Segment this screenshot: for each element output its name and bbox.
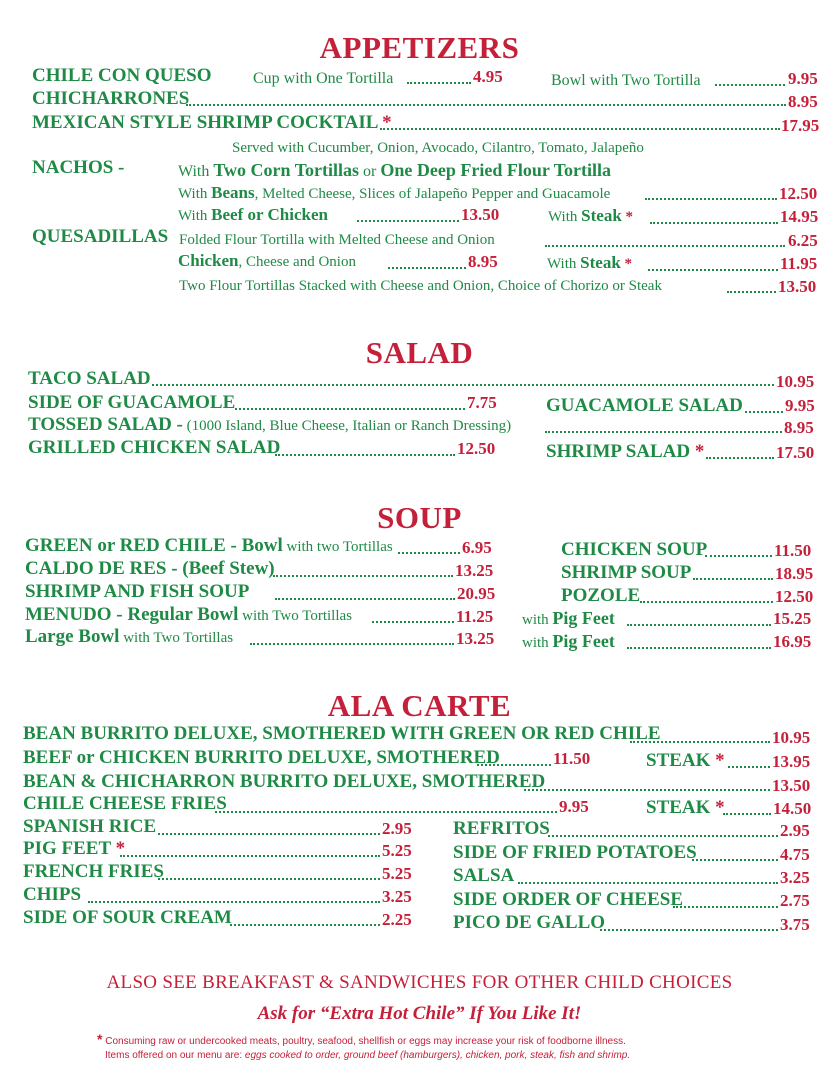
dot-leader xyxy=(407,82,471,84)
dot-leader xyxy=(215,811,557,813)
side-guacamole-name: SIDE OF GUACAMOLE xyxy=(28,392,236,413)
nachos-steak: With Steak * xyxy=(548,206,634,225)
dot-leader xyxy=(706,457,774,459)
grilled-chicken-salad-price: 12.50 xyxy=(457,439,496,458)
list-item-price: 2.75 xyxy=(780,891,810,910)
appetizers-heading: APPETIZERS xyxy=(319,30,520,65)
shrimp-soup-price: 18.95 xyxy=(775,564,814,583)
menudo-name: MENUDO - Regular Bowl with Two Tortillas xyxy=(25,604,352,625)
dot-leader xyxy=(186,104,786,106)
list-item: REFRITOS xyxy=(453,818,550,839)
tossed-salad-price: 8.95 xyxy=(784,418,814,437)
nachos-line3: With Beef or Chicken xyxy=(178,205,328,224)
dot-leader xyxy=(545,431,782,433)
dot-leader xyxy=(727,291,776,293)
dot-leader xyxy=(693,578,773,580)
chile-cheese-fries-price: 9.95 xyxy=(559,797,589,816)
chile-con-queso-name: CHILE CON QUESO xyxy=(32,65,212,86)
food-warning-line1: * Consuming raw or undercooked meats, poultry, seafood, shellfish or eggs may increase your risk of foodborne illness. xyxy=(97,1031,626,1047)
menudo-price: 11.25 xyxy=(456,607,494,626)
dot-leader xyxy=(235,408,465,410)
bean-burrito-price: 10.95 xyxy=(772,728,811,747)
dot-leader xyxy=(705,555,772,557)
soup-heading: SOUP xyxy=(377,500,462,535)
pig-feet-2-price: 16.95 xyxy=(773,632,812,651)
green-red-chile-name: GREEN or RED CHILE - Bowl with two Tortillas xyxy=(25,535,393,556)
chile-cheese-fries-steak: STEAK * xyxy=(646,797,725,818)
chicharrones-price: 8.95 xyxy=(788,92,818,111)
nachos-line2: With Beans, Melted Cheese, Slices of Jalapeño Pepper and Guacamole xyxy=(178,183,611,202)
taco-salad-name: TACO SALAD xyxy=(28,368,151,389)
quesadillas-line1: Folded Flour Tortilla with Melted Cheese and Onion xyxy=(179,232,495,248)
caldo-de-res-name: CALDO DE RES - (Beef Stew) xyxy=(25,558,275,579)
quesadillas-line3-price: 13.50 xyxy=(778,277,817,296)
list-item-price: 5.25 xyxy=(382,841,412,860)
beef-burrito-steak: STEAK * xyxy=(646,750,725,771)
quesadillas-line2: Chicken, Cheese and Onion xyxy=(178,251,356,270)
also-see-note: ALSO SEE BREAKFAST & SANDWICHES FOR OTHER CHILD CHOICES xyxy=(106,972,733,993)
shrimp-cocktail-price: 17.95 xyxy=(781,116,820,135)
dot-leader xyxy=(158,833,380,835)
list-item: SIDE OF SOUR CREAM xyxy=(23,907,232,928)
dot-leader xyxy=(372,621,454,623)
caldo-de-res-price: 13.25 xyxy=(455,561,494,580)
beef-burrito-steak-price: 13.95 xyxy=(772,752,811,771)
grilled-chicken-salad-name: GRILLED CHICKEN SALAD xyxy=(28,437,281,458)
list-item: SIDE OF FRIED POTATOES xyxy=(453,842,697,863)
dot-leader xyxy=(152,384,774,386)
nachos-line2-price: 12.50 xyxy=(779,184,818,203)
taco-salad-price: 10.95 xyxy=(776,372,815,391)
chile-con-queso-cup-price: 4.95 xyxy=(473,67,503,86)
list-item: PICO DE GALLO xyxy=(453,912,606,933)
dot-leader xyxy=(88,901,380,903)
list-item-price: 3.25 xyxy=(780,868,810,887)
shrimp-cocktail-served: Served with Cucumber, Onion, Avocado, Cilantro, Tomato, Jalapeño xyxy=(232,140,644,156)
nachos-steak-price: 14.95 xyxy=(780,207,819,226)
nachos-line1: With Two Corn Tortillas or One Deep Fried Flour Tortilla xyxy=(178,160,612,180)
dot-leader xyxy=(230,924,380,926)
dot-leader xyxy=(627,624,771,626)
tossed-salad-name: TOSSED SALAD - (1000 Island, Blue Cheese, Italian or Ranch Dressing) xyxy=(28,414,512,435)
list-item-price: 3.25 xyxy=(382,887,412,906)
quesadillas-line1-price: 6.25 xyxy=(788,231,818,250)
beef-burrito-price: 11.50 xyxy=(553,749,591,768)
star-marker: * xyxy=(97,1031,103,1047)
list-item: PIG FEET * xyxy=(23,838,126,859)
star-marker: * xyxy=(382,112,392,133)
dot-leader xyxy=(715,84,785,86)
dot-leader xyxy=(745,411,783,413)
quesadillas-line2-price: 8.95 xyxy=(468,252,498,271)
guacamole-salad-price: 9.95 xyxy=(785,396,815,415)
list-item: FRENCH FRIES xyxy=(23,861,164,882)
dot-leader xyxy=(250,643,454,645)
list-item-price: 2.95 xyxy=(382,819,412,838)
green-red-chile-price: 6.95 xyxy=(462,538,492,557)
large-bowl-price: 13.25 xyxy=(456,629,495,648)
large-bowl-name: Large Bowl with Two Tortillas xyxy=(25,626,234,647)
dot-leader xyxy=(518,882,778,884)
dot-leader xyxy=(692,859,778,861)
shrimp-fish-soup-price: 20.95 xyxy=(457,584,496,603)
list-item-price: 2.95 xyxy=(780,821,810,840)
pig-feet-1: with Pig Feet xyxy=(522,608,615,628)
dot-leader xyxy=(640,601,773,603)
chicharron-burrito-name: BEAN & CHICHARRON BURRITO DELUXE, SMOTHERED xyxy=(23,771,546,792)
pig-feet-1-price: 15.25 xyxy=(773,609,812,628)
bean-burrito-name: BEAN BURRITO DELUXE, SMOTHERED WITH GREEN OR RED CHILE xyxy=(23,723,661,744)
chicharron-burrito-price: 13.50 xyxy=(772,776,811,795)
quesadillas-steak-price: 11.95 xyxy=(780,254,818,273)
list-item-price: 5.25 xyxy=(382,864,412,883)
dot-leader xyxy=(650,222,778,224)
dot-leader xyxy=(673,906,778,908)
dot-leader xyxy=(600,929,778,931)
side-guacamole-price: 7.75 xyxy=(467,393,497,412)
dot-leader xyxy=(630,741,770,743)
alacarte-heading: ALA CARTE xyxy=(327,688,512,723)
chicken-soup-name: CHICKEN SOUP xyxy=(561,539,708,560)
chile-cheese-fries-name: CHILE CHEESE FRIES xyxy=(23,793,227,814)
shrimp-fish-soup-name: SHRIMP AND FISH SOUP xyxy=(25,581,250,602)
salad-heading: SALAD xyxy=(365,335,474,370)
dot-leader xyxy=(723,813,771,815)
dot-leader xyxy=(398,552,460,554)
shrimp-cocktail-name: MEXICAN STYLE SHRIMP COCKTAIL * xyxy=(32,112,392,133)
list-item-price: 2.25 xyxy=(382,910,412,929)
dot-leader xyxy=(388,267,466,269)
dot-leader xyxy=(627,647,771,649)
shrimp-salad-name: SHRIMP SALAD * xyxy=(546,441,705,462)
quesadillas-steak: With Steak * xyxy=(547,253,633,272)
dot-leader xyxy=(728,766,770,768)
pozole-name: POZOLE xyxy=(561,585,641,606)
list-item-price: 3.75 xyxy=(780,915,810,934)
nachos-line3-price: 13.50 xyxy=(461,205,500,224)
dot-leader xyxy=(158,878,380,880)
dot-leader xyxy=(120,855,380,857)
chicharrones-name: CHICHARRONES xyxy=(32,88,190,109)
list-item-price: 4.75 xyxy=(780,845,810,864)
dot-leader xyxy=(648,269,778,271)
dot-leader xyxy=(275,598,455,600)
quesadillas-line3: Two Flour Tortillas Stacked with Cheese and Onion, Choice of Chorizo or Steak xyxy=(179,278,662,294)
chile-con-queso-bowl: Bowl with Two Tortilla xyxy=(551,72,701,89)
nachos-name: NACHOS - xyxy=(32,157,125,178)
chicken-soup-price: 11.50 xyxy=(774,541,812,560)
guacamole-salad-name: GUACAMOLE SALAD xyxy=(546,395,743,416)
dot-leader xyxy=(357,220,459,222)
dot-leader xyxy=(380,128,780,130)
dot-leader xyxy=(275,454,455,456)
list-item: SPANISH RICE xyxy=(23,816,157,837)
shrimp-salad-price: 17.50 xyxy=(776,443,815,462)
pig-feet-2: with Pig Feet xyxy=(522,631,615,651)
beef-burrito-name: BEEF or CHICKEN BURRITO DELUXE, SMOTHERED xyxy=(23,747,500,768)
pozole-price: 12.50 xyxy=(775,587,814,606)
dot-leader xyxy=(524,789,770,791)
food-warning-line2: Items offered on our menu are: eggs cooked to order, ground beef (hamburgers), chicken, pork, steak, fish and shrimp. xyxy=(105,1050,631,1061)
extra-hot-chile-note: Ask for “Extra Hot Chile” If You Like It! xyxy=(257,1003,582,1024)
dot-leader xyxy=(273,575,453,577)
dot-leader xyxy=(545,245,785,247)
chile-cheese-fries-steak-price: 14.50 xyxy=(773,799,812,818)
chile-con-queso-cup: Cup with One Tortilla xyxy=(253,70,394,87)
dot-leader xyxy=(477,764,551,766)
list-item: SALSA xyxy=(453,865,515,886)
dot-leader xyxy=(645,198,777,200)
chile-con-queso-bowl-price: 9.95 xyxy=(788,69,818,88)
list-item: SIDE ORDER OF CHEESE xyxy=(453,889,683,910)
dot-leader xyxy=(548,835,778,837)
quesadillas-name: QUESADILLAS xyxy=(32,226,169,247)
shrimp-soup-name: SHRIMP SOUP xyxy=(561,562,692,583)
list-item: CHIPS xyxy=(23,884,82,905)
